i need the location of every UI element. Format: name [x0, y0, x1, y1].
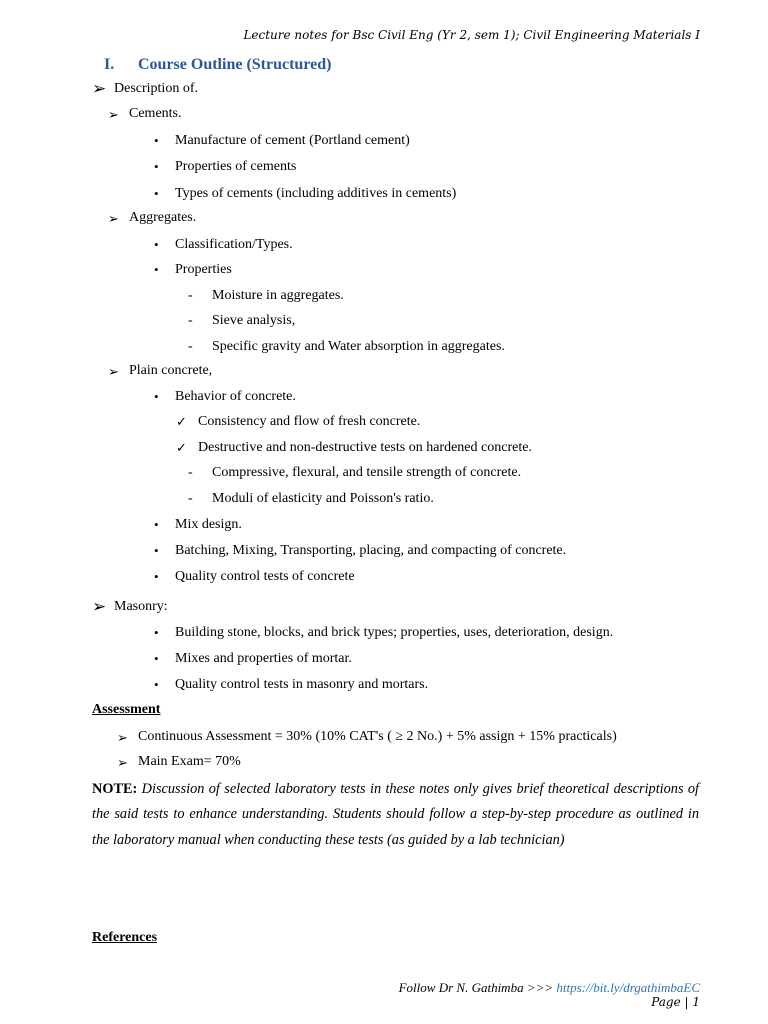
- checkmark-icon: ✓: [176, 440, 187, 455]
- note-paragraph: [92, 777, 699, 853]
- section-number: I.: [104, 56, 115, 73]
- bullet-icon: •: [154, 625, 159, 640]
- cements-label: Cements.: [129, 106, 182, 121]
- arrow-bullet-icon: ➢: [108, 107, 119, 122]
- sub-item: Sieve analysis,: [212, 313, 296, 328]
- list-item: Manufacture of cement (Portland cement): [175, 133, 410, 148]
- aggregates-label: Aggregates.: [129, 210, 197, 225]
- list-item: Mixes and properties of mortar.: [175, 651, 352, 666]
- arrow-bullet-icon: ➢: [108, 211, 119, 226]
- footer-follow: [399, 980, 700, 996]
- list-item: Types of cements (including additives in cements): [175, 186, 457, 201]
- list-item: Mix design.: [175, 517, 242, 532]
- arrow-bullet-icon: ➢: [108, 364, 119, 379]
- checkmark-icon: ✓: [176, 414, 187, 429]
- sub-item: Moduli of elasticity and Poisson's ratio.: [212, 491, 434, 506]
- dash-bullet-icon: -: [188, 313, 193, 328]
- check-item: Destructive and non-destructive tests on hardened concrete.: [198, 440, 532, 455]
- arrow-bullet-icon: ➢: [92, 597, 107, 616]
- bullet-icon: •: [154, 543, 159, 558]
- list-item: Classification/Types.: [175, 237, 293, 252]
- bullet-icon: •: [154, 651, 159, 666]
- note-text: Discussion of selected laboratory tests in these notes only gives brief theoretical descriptions of the said tests to enhance understanding. Students should follow a step-by-step procedure as outlined in the laboratory manual when conducting these tests (as guided by a lab technician): [92, 781, 699, 848]
- bullet-icon: •: [154, 186, 159, 201]
- bullet-icon: •: [154, 389, 159, 404]
- section-title: Course Outline (Structured): [138, 56, 332, 73]
- bullet-icon: •: [154, 262, 159, 277]
- sub-item: Moisture in aggregates.: [212, 288, 344, 303]
- bullet-icon: •: [154, 517, 159, 532]
- bullet-icon: •: [154, 133, 159, 148]
- dash-bullet-icon: -: [188, 288, 193, 303]
- bullet-icon: •: [154, 569, 159, 584]
- footer-link[interactable]: https://bit.ly/drgathimbaEC: [556, 980, 700, 995]
- dash-bullet-icon: -: [188, 491, 193, 506]
- list-item: Properties: [175, 262, 232, 277]
- arrow-bullet-icon: ➢: [92, 79, 107, 98]
- sub-item: Compressive, flexural, and tensile strength of concrete.: [212, 465, 522, 480]
- bullet-icon: •: [154, 159, 159, 174]
- sub-item: Specific gravity and Water absorption in aggregates.: [212, 339, 505, 354]
- references-heading: References: [92, 930, 158, 945]
- list-item: Batching, Mixing, Transporting, placing, and compacting of concrete.: [175, 543, 567, 558]
- bullet-icon: •: [154, 237, 159, 252]
- list-item: Building stone, blocks, and brick types; properties, uses, deterioration, design.: [175, 625, 614, 640]
- list-item: Behavior of concrete.: [175, 389, 296, 404]
- arrow-bullet-icon: ➢: [117, 755, 128, 770]
- list-item: Properties of cements: [175, 159, 297, 174]
- outline-description: Description of.: [114, 81, 198, 96]
- assessment-item: Main Exam= 70%: [138, 754, 241, 769]
- list-item: Quality control tests of concrete: [175, 569, 355, 584]
- dash-bullet-icon: -: [188, 339, 193, 354]
- footer-follow-text: Follow Dr N. Gathimba >>>: [398, 980, 554, 995]
- plain-concrete-label: Plain concrete,: [129, 363, 213, 378]
- section-heading: [104, 56, 331, 74]
- running-header: Lecture notes for Bsc Civil Eng (Yr 2, sem 1); Civil Engineering Materials I: [243, 28, 700, 42]
- assessment-heading: Assessment: [92, 702, 161, 717]
- check-item: Consistency and flow of fresh concrete.: [198, 414, 421, 429]
- page-number: Page | 1: [651, 995, 700, 1009]
- arrow-bullet-icon: ➢: [117, 730, 128, 745]
- masonry-label: Masonry:: [114, 599, 168, 614]
- note-label: NOTE:: [92, 781, 138, 797]
- list-item: Quality control tests in masonry and mortars.: [175, 677, 429, 692]
- assessment-item: Continuous Assessment = 30% (10% CAT's ( ≥ 2 No.) + 5% assign + 15% practicals): [138, 729, 617, 744]
- bullet-icon: •: [154, 677, 159, 692]
- dash-bullet-icon: -: [188, 465, 193, 480]
